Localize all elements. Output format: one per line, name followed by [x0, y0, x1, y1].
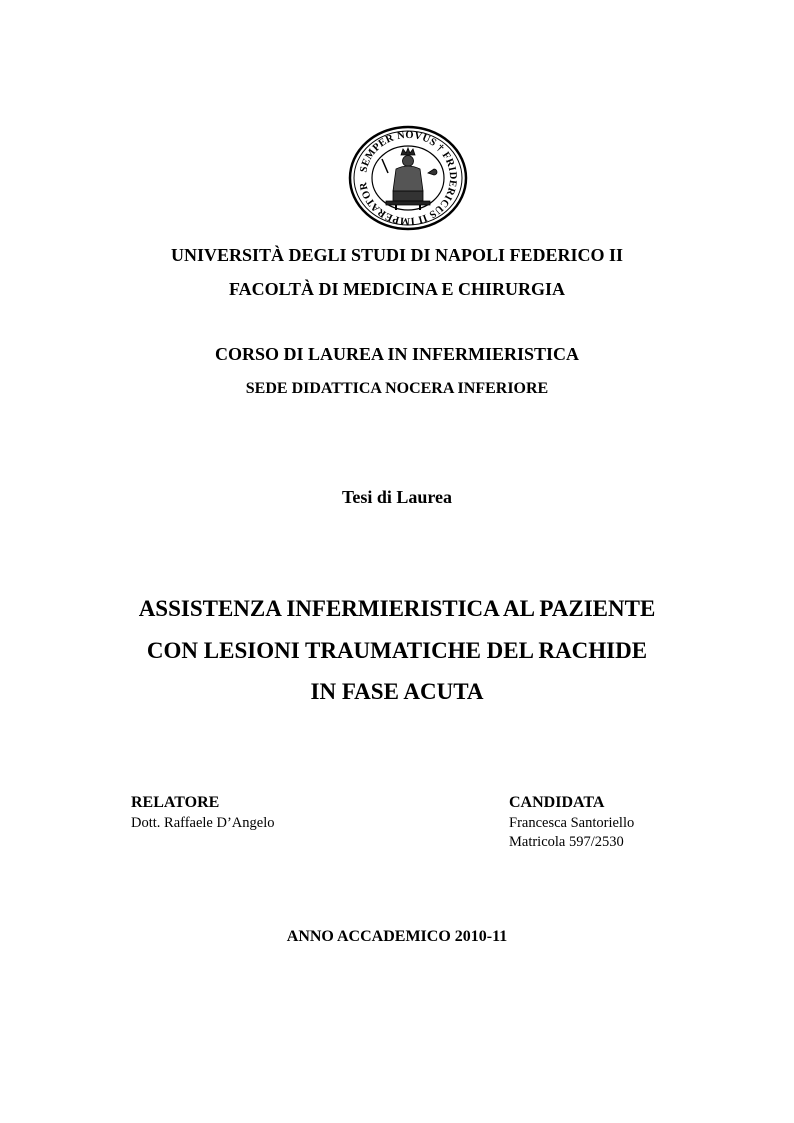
svg-text:SEMPER NOVUS † FRIDERICUS II I: SEMPER NOVUS † FRIDERICUS II IMPERATOR [358, 129, 459, 227]
academic-year: ANNO ACCADEMICO 2010-11 [286, 928, 508, 945]
faculty-name: FACOLTÀ DI MEDICINA E CHIRURGIA [228, 279, 566, 299]
thesis-title-line-1: ASSISTENZA INFERMIERISTICA AL PAZIENTE [138, 596, 656, 621]
course-name: CORSO DI LAUREA IN INFERMIERISTICA [214, 344, 580, 364]
course-site: SEDE DIDATTICA NOCERA INFERIORE [245, 380, 549, 397]
thesis-title-line-3: IN FASE ACUTA [310, 679, 484, 704]
candidata-name: Francesca Santoriello [509, 815, 635, 831]
university-seal-logo [346, 125, 470, 231]
candidata-matricola: Matricola 597/2530 [509, 834, 624, 850]
thesis-title-line-2: CON LESIONI TRAUMATICHE DEL RACHIDE [146, 638, 648, 663]
university-name: UNIVERSITÀ DEGLI STUDI DI NAPOLI FEDERICO II [170, 245, 624, 265]
relatore-name: Dott. Raffaele D’Angelo [131, 815, 275, 831]
candidata-label: CANDIDATA [509, 794, 605, 811]
thesis-type: Tesi di Laurea [341, 487, 453, 507]
relatore-label: RELATORE [131, 794, 220, 811]
